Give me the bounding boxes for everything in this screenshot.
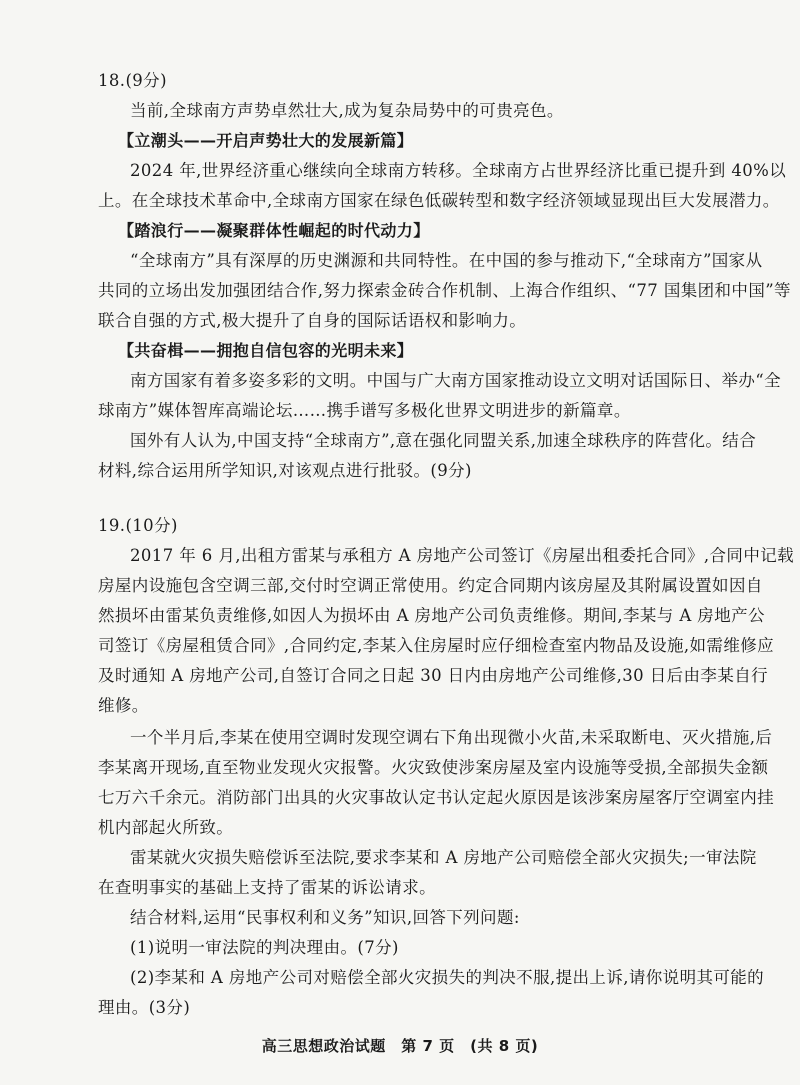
q19-para3-line: 在查明事实的基础上支持了雷某的诉讼请求。 — [98, 878, 436, 897]
q19-para1-line: 维修。 — [98, 696, 149, 715]
q18-section2-line: 共同的立场出发加强团结合作,努力探索金砖合作机制、上海合作组织、“77 国集团和中国”等 — [98, 281, 791, 300]
q18-section3-line: 南方国家有着多姿多彩的文明。中国与广大南方国家推动设立文明对话国际日、举办“全 — [130, 371, 782, 390]
q19-subquestion-1: (1)说明一审法院的判决理由。(7分) — [130, 938, 399, 957]
q19-para1-line: 及时通知 A 房地产公司,自签订合同之日起 30 日内由房地产公司维修,30 日后由李某自行 — [98, 666, 769, 685]
q18-section1-line: 上。在全球技术革命中,全球南方国家在绿色低碳转型和数字经济领域显现出巨大发展潜力。 — [98, 191, 780, 210]
q19-prompt: 结合材料,运用“民事权利和义务”知识,回答下列问题: — [130, 908, 520, 927]
q19-para1-line: 房屋内设施包含空调三部,交付时空调正常使用。约定合同期内该房屋及其附属设置如因自 — [98, 576, 763, 595]
q18-section2-line: 联合自强的方式,极大提升了自身的国际话语权和影响力。 — [98, 311, 527, 330]
q18-number: 18.(9分) — [98, 71, 167, 90]
q19-para2-line: 七万六千余元。消防部门出具的火灾事故认定书认定起火原因是该涉案房屋客厅空调室内挂 — [98, 788, 774, 807]
q18-intro: 当前,全球南方声势卓然壮大,成为复杂局势中的可贵亮色。 — [130, 101, 564, 120]
q19-subquestion-2: (2)李某和 A 房地产公司对赔偿全部火灾损失的判决不服,提出上诉,请你说明其可能的 — [130, 968, 765, 987]
q19-number: 19.(10分) — [98, 516, 178, 535]
q19-para3-line: 雷某就火灾损失赔偿诉至法院,要求李某和 A 房地产公司赔偿全部火灾损失;一审法院 — [130, 848, 757, 867]
q18-section2-heading: 【踏浪行——凝聚群体性崛起的时代动力】 — [118, 221, 430, 240]
q18-section1-heading: 【立潮头——开启声势壮大的发展新篇】 — [118, 131, 414, 150]
q18-section3-heading: 【共奋楫——拥抱自信包容的光明未来】 — [118, 341, 414, 360]
q18-question-line: 国外有人认为,中国支持“全球南方”,意在强化同盟关系,加速全球秩序的阵营化。结合 — [130, 431, 757, 450]
q18-section3-line: 球南方”媒体智库高端论坛……携手谱写多极化世界文明进步的新篇章。 — [98, 401, 631, 420]
q19-para1-line: 2017 年 6 月,出租方雷某与承租方 A 房地产公司签订《房屋出租委托合同》,合同中记载 — [130, 546, 795, 565]
q19-para2-line: 一个半月后,李某在使用空调时发现空调右下角出现微小火苗,未采取断电、灭火措施,后 — [130, 728, 773, 747]
q19-para1-line: 司签订《房屋租赁合同》,合同约定,李某入住房屋时应仔细检查室内物品及设施,如需维修应 — [98, 636, 775, 655]
q19-para1-line: 然损坏由雷某负责维修,如因人为损坏由 A 房地产公司负责维修。期间,李某与 A 房地产公 — [98, 606, 765, 625]
q19-para2-line: 李某离开现场,直至物业发现火灾报警。火灾致使涉案房屋及室内设施等受损,全部损失金额 — [98, 758, 769, 777]
q18-section2-line: “全球南方”具有深厚的历史渊源和共同特性。在中国的参与推动下,“全球南方”国家从 — [130, 251, 763, 270]
q18-question-line: 材料,综合运用所学知识,对该观点进行批驳。(9分) — [98, 461, 472, 480]
q19-para2-line: 机内部起火所致。 — [98, 818, 234, 837]
q18-section1-line: 2024 年,世界经济重心继续向全球南方转移。全球南方占世界经济比重已提升到 40%以 — [130, 161, 787, 180]
page-footer: 高三思想政治试题 第 7 页 (共 8 页) — [261, 1037, 539, 1055]
q19-subquestion-2: 理由。(3分) — [98, 998, 191, 1017]
